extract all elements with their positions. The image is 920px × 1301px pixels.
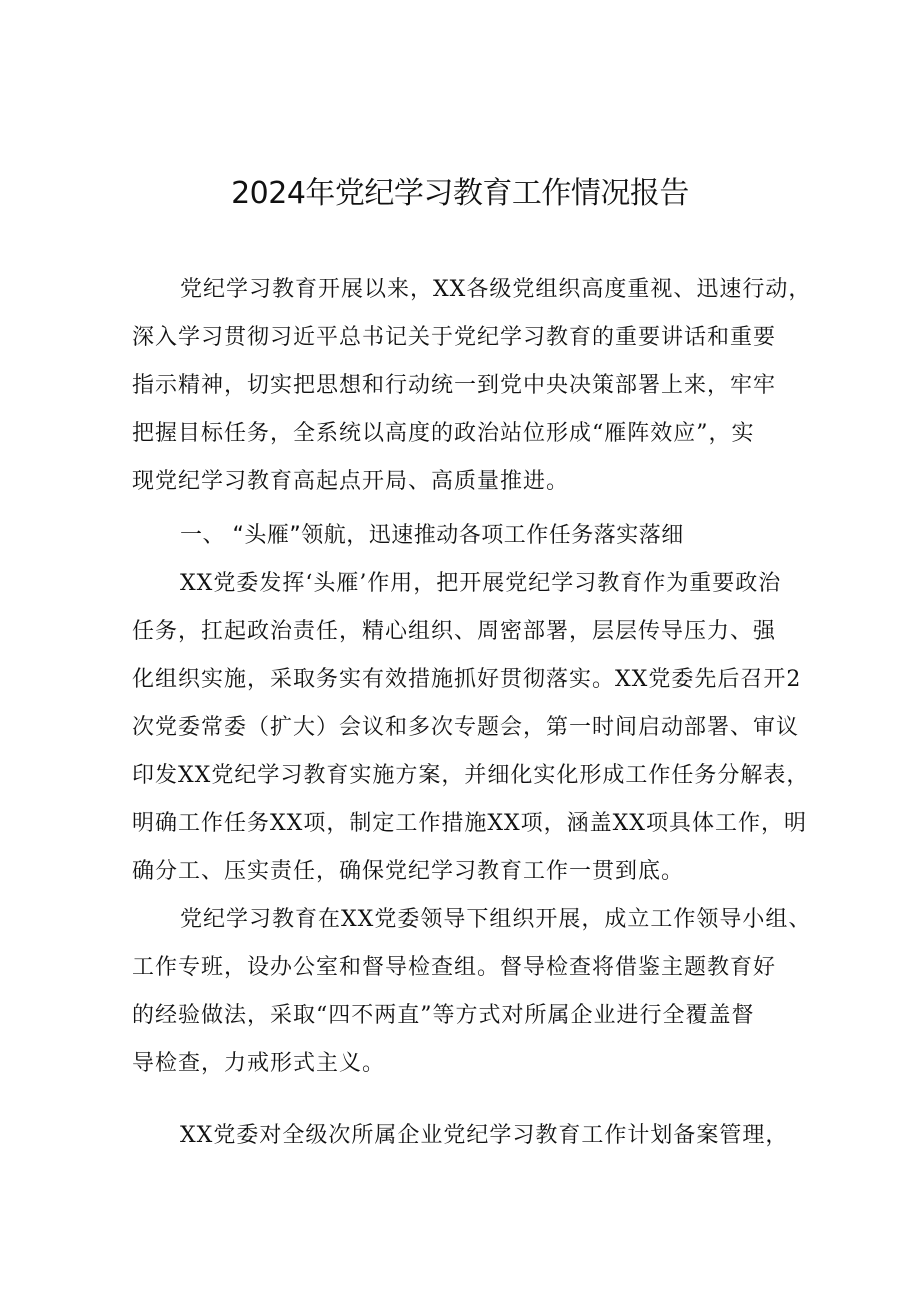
text-line: 现党纪学习教育高起点开局、高质量推进。 <box>132 469 570 494</box>
text-line: 明确工作任务XX项，制定工作措施XX项，涵盖XX项具体工作，明 <box>132 811 807 836</box>
text-line: 指示精神，切实把思想和行动统一到党中央决策部署上来，牢牢 <box>132 373 777 398</box>
text-line: 党纪学习教育开展以来，XX各级党组织高度重视、迅速行动， <box>180 277 812 302</box>
paragraph-intro <box>132 266 812 506</box>
text-line: 确分工、压实责任，确保党纪学习教育工作一贯到底。 <box>132 859 685 884</box>
text-line: 把握目标任务，全系统以高度的政治站位形成“雁阵效应”，实 <box>132 421 755 446</box>
text-line: 工作专班，设办公室和督导检查组。督导检查将借鉴主题教育好 <box>132 955 777 980</box>
text-line: 导检查，力戒形式主义。 <box>132 1051 386 1076</box>
text-line: 党纪学习教育在XX党委领导下组织开展，成立工作领导小组、 <box>180 907 812 932</box>
text-line: XX党委对全级次所属企业党纪学习教育工作计划备案管理， <box>180 1123 789 1148</box>
text-line: 深入学习贯彻习近平总书记关于党纪学习教育的重要讲话和重要 <box>132 325 777 350</box>
text-line: XX党委发挥‘头雁’作用，把开展党纪学习教育作为重要政治 <box>180 571 782 596</box>
paragraph-plan-filing <box>132 1112 812 1160</box>
text-line: 次党委常委（扩大）会议和多次专题会，第一时间启动部署、审议 <box>132 715 800 740</box>
paragraph-organization <box>132 896 812 1088</box>
section-heading: 一、 “头雁”领航，迅速推动各项工作任务落实落细 <box>180 523 684 548</box>
text-line: 印发XX党纪学习教育实施方案，并细化实化形成工作任务分解表， <box>132 763 810 788</box>
paragraph-leadership <box>132 560 812 896</box>
text-line: 任务，扛起政治责任，精心组织、周密部署，层层传导压力、强 <box>132 619 777 644</box>
text-line: 化组织实施，采取务实有效措施抓好贯彻落实。XX党委先后召开2 <box>132 667 802 692</box>
text-line: 的经验做法，采取“四不两直”等方式对所属企业进行全覆盖督 <box>132 1003 755 1028</box>
document-title: 2024年党纪学习教育工作情况报告 <box>231 176 689 211</box>
